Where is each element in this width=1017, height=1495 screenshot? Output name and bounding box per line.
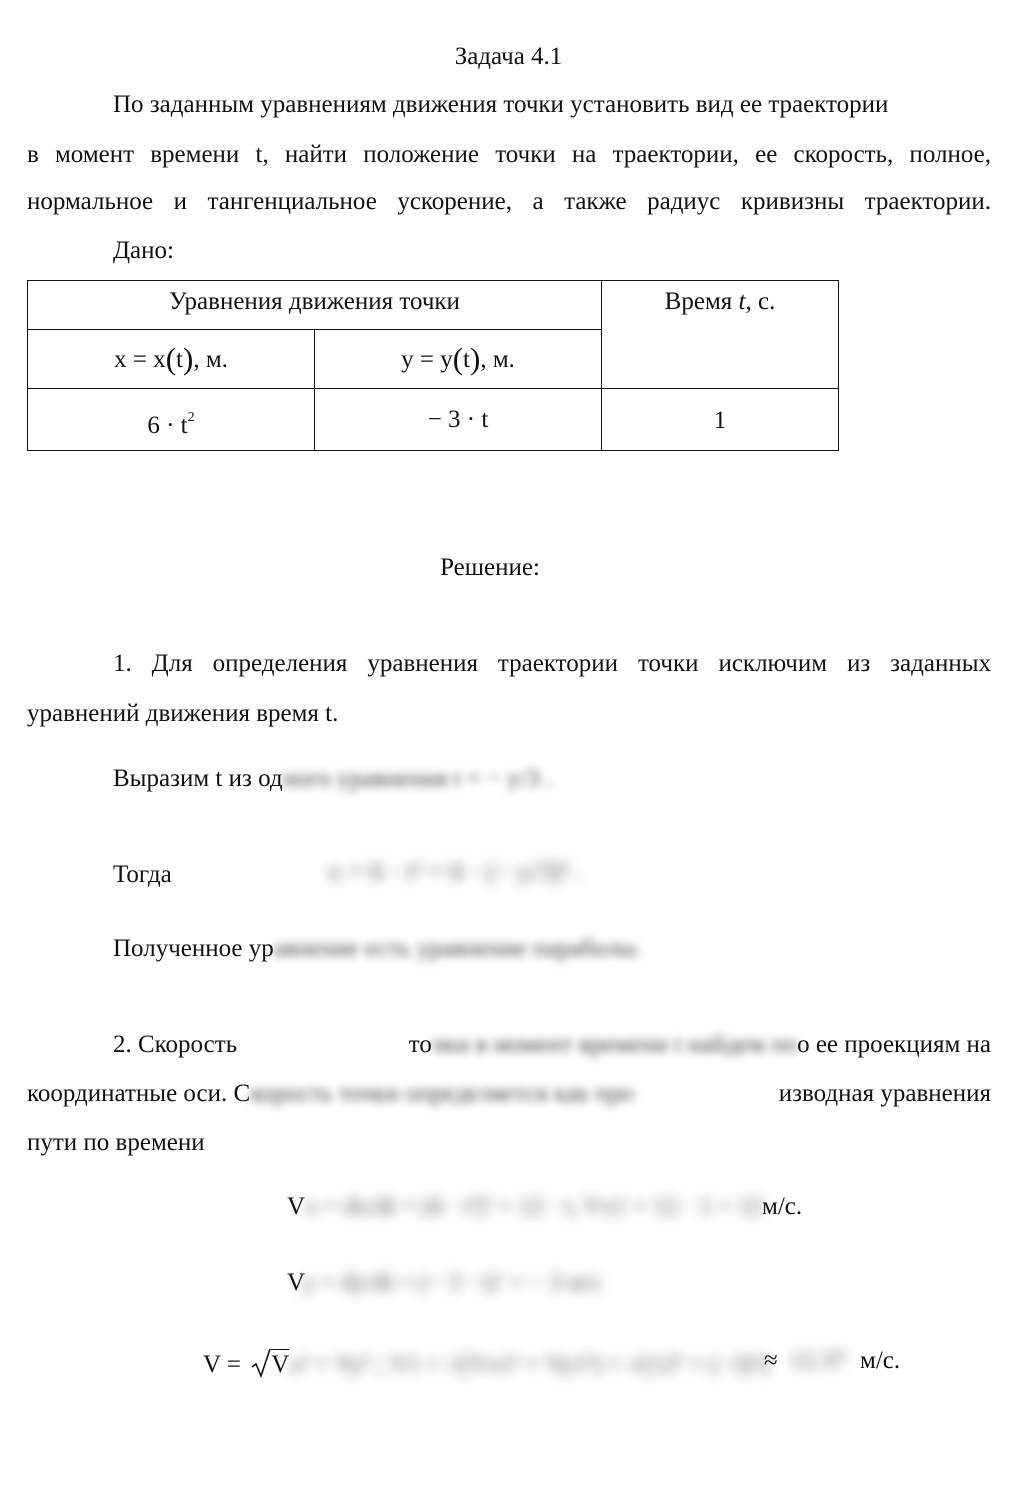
vx-formula: Vx = dx/dt = (6 · t²)′ = 12 · t, Vx1 = 12 · 1 = 12 [287,1193,764,1220]
blurred-vy-formula: y = dy/dt = (− 3 · t)′ = − 3 м/с [302,1269,602,1296]
blurred-step2-line2: корость точки определяется как про [250,1080,634,1107]
intro-line-1: По заданным уравнениям движения точки установить вид ее траектории [113,91,889,118]
intro-line-3: нормальное и тангенциальное ускорение, а также радиус кривизны траектории. [27,188,991,215]
vx-unit: м/с. [762,1193,803,1220]
blurred-vx-formula: x = dx/dt = (6 · t²)′ = 12 · t, Vx1 = 12 · 1 = 12 [305,1193,764,1220]
then-label: Тогда [113,861,172,888]
page-title: Задача 4.1 [454,43,563,70]
express-t-line: Выразим t из одного уравнения t = − y/3 . [113,765,553,792]
table-x-header-text: x = x(t), м. [114,341,228,376]
table-x-value [27,388,315,451]
step2-line-3: пути по времени [27,1129,205,1156]
table-y-header [314,329,602,389]
table-time-value-text: 1 [713,407,727,434]
blurred-conclusion: авнение есть уравнение параболы. [273,935,642,962]
given-label: Дано: [113,237,174,264]
blurred-express-t: ного уравнения t = − y/3 . [282,765,553,792]
vy-formula: Vy = dy/dt = (− 3 · t)′ = − 3 м/с [287,1269,602,1296]
blurred-then-formula: x = 6 · t² = 6 · (− y/3)² . [328,856,583,886]
table-y-value [314,388,602,451]
blurred-v-value: 12.37 [790,1347,847,1374]
blurred-v-formula: x² + Vy² ; V1 = √(Vx1² + Vy1²) = √(12² + (−3)²) [289,1351,769,1378]
table-y-value-text: − 3 · t [427,406,489,433]
table-x-header [27,329,315,389]
v-formula: V = Vx² + Vy² ; V1 = √(Vx1² + Vy1²) = √(12² + (−3)²) [203,1348,769,1378]
table-x-value-text: $6 \cdot t^2$ [147,410,195,439]
conclusion-line: Полученное уравнение есть уравнение параболы. [113,935,642,962]
table-group-header [27,280,602,330]
blurred-step2-line1: чки в момент времени t найдем по [431,1031,798,1058]
v-unit: м/с. [860,1347,901,1374]
table-time-header [601,280,839,389]
step2-line-1: 2. Скорость точки в момент времени t найдем поо ее проекциям на [113,1031,991,1058]
table-time-header-text: Время t, с. [664,288,776,315]
v-approx-sign: ≈ [764,1347,778,1374]
sqrt-sign-icon [251,1348,271,1378]
step1-line-2: уравнений движения время t. [27,700,339,727]
intro-line-2: в момент времени t, найти положение точки на траектории, ее скорость, полное, [27,141,991,168]
table-y-header-text: y = y(t), м. [401,341,515,376]
step1-line-1: 1. Для определения уравнения траектории точки исключим из заданных [113,650,991,677]
given-table [27,280,839,451]
table-time-value [601,388,839,451]
solution-label: Решение: [440,554,540,581]
table-group-header-text: Уравнения движения точки [169,288,460,315]
step2-line-2: координатные оси. Скорость точки определяется как про изводная уравнения [27,1080,991,1107]
